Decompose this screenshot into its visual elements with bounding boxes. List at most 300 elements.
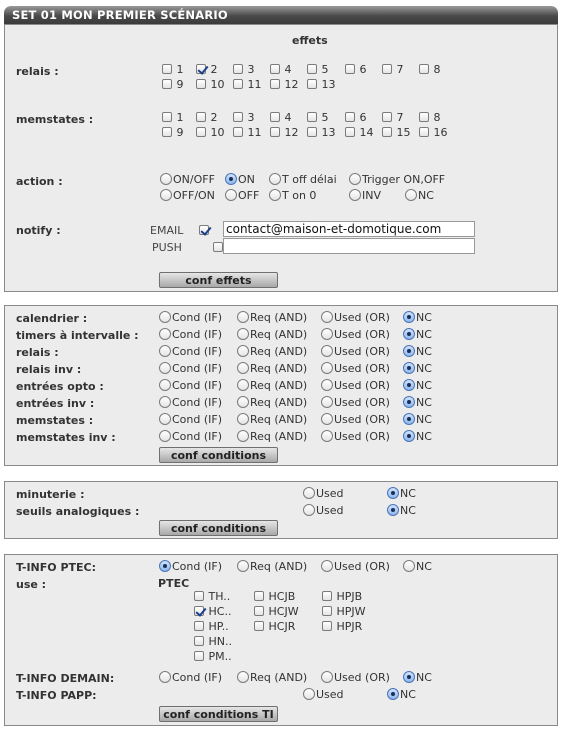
radio-button[interactable] <box>159 430 171 442</box>
ptec-item-HCJR[interactable] <box>254 620 295 633</box>
option-label: Req (AND) <box>250 430 308 443</box>
demain-radio[interactable] <box>237 671 307 684</box>
option-label: NC <box>416 396 432 409</box>
option-label: Req (AND) <box>250 345 308 358</box>
radio-button[interactable] <box>321 328 333 340</box>
checkbox[interactable] <box>196 79 206 89</box>
email-label: EMAIL <box>150 224 184 237</box>
option-label: Cond (IF) <box>172 430 223 443</box>
option-label: Cond (IF) <box>172 362 223 375</box>
ptec-item-HCJW[interactable] <box>254 605 299 618</box>
memstates-option-8[interactable] <box>419 111 441 124</box>
option-label: 7 <box>393 111 404 124</box>
option-label: Req (AND) <box>250 413 308 426</box>
option-label: Cond (IF) <box>172 413 223 426</box>
radio-button[interactable] <box>387 688 399 700</box>
option-label: TH.. <box>205 590 231 603</box>
radio-button[interactable] <box>159 671 171 683</box>
minuterie-label: minuterie : <box>16 488 85 501</box>
condition-label: memstates : <box>16 414 94 427</box>
push-checkbox[interactable] <box>213 242 223 252</box>
option-label: OFF <box>238 189 260 202</box>
option-label: NC <box>416 430 432 443</box>
checkbox[interactable] <box>194 591 204 601</box>
condition-label: entrées opto : <box>16 380 104 393</box>
option-label: 7 <box>393 63 404 76</box>
radio-button[interactable] <box>159 328 171 340</box>
option-label: Req (AND) <box>250 671 308 684</box>
ptec-radio[interactable] <box>237 560 307 573</box>
option-label: Req (AND) <box>250 328 308 341</box>
option-label: 1 <box>173 63 184 76</box>
radio-button[interactable] <box>387 487 399 499</box>
radio-button[interactable] <box>237 311 249 323</box>
option-label: Req (AND) <box>250 311 308 324</box>
demain-radio[interactable] <box>321 671 390 684</box>
memstates-option-11[interactable] <box>233 126 262 139</box>
option-label: HPJR <box>333 620 363 633</box>
condition-label: entrées inv : <box>16 397 95 410</box>
option-label: 12 <box>281 126 299 139</box>
checkbox[interactable] <box>419 64 429 74</box>
radio-button[interactable] <box>403 560 415 572</box>
condition-radio[interactable] <box>159 396 222 409</box>
option-label: 5 <box>318 63 329 76</box>
action-option-2[interactable] <box>225 173 255 186</box>
radio-button[interactable] <box>237 396 249 408</box>
option-label: Req (AND) <box>250 560 308 573</box>
option-label: Req (AND) <box>250 396 308 409</box>
relais-option-12[interactable] <box>270 78 299 91</box>
checkbox[interactable] <box>270 79 280 89</box>
radio-button[interactable] <box>237 328 249 340</box>
radio-button[interactable] <box>237 362 249 374</box>
action-option-4[interactable] <box>349 173 445 186</box>
ptec-item-HPJR[interactable] <box>322 620 362 633</box>
option-label: Used (OR) <box>334 345 390 358</box>
option-label: Used (OR) <box>334 430 390 443</box>
option-label: 14 <box>356 126 374 139</box>
option-label: Req (AND) <box>250 379 308 392</box>
memstates-option-1[interactable] <box>162 111 184 124</box>
condition-radio[interactable] <box>321 379 390 392</box>
option-label: 8 <box>430 63 441 76</box>
checkbox[interactable] <box>254 606 264 616</box>
condition-radio[interactable] <box>237 345 307 358</box>
action-option-5[interactable] <box>160 189 215 202</box>
conditions-panel <box>4 305 558 466</box>
action-label: action : <box>16 175 63 188</box>
option-label: 11 <box>244 78 262 91</box>
radio-button[interactable] <box>321 396 333 408</box>
checkbox[interactable] <box>233 79 243 89</box>
relais-option-4[interactable] <box>270 63 292 76</box>
radio-button[interactable] <box>403 413 415 425</box>
option-label: Cond (IF) <box>172 671 223 684</box>
checkbox[interactable] <box>307 112 317 122</box>
notify-label: notify : <box>16 224 61 237</box>
condition-radio[interactable] <box>159 362 222 375</box>
ptec-item-HPJW[interactable] <box>322 605 366 618</box>
effets-panel <box>4 24 558 292</box>
option-label: NC <box>400 688 416 701</box>
memstates-option-9[interactable] <box>162 126 184 139</box>
checkbox[interactable] <box>162 64 172 74</box>
checkbox[interactable] <box>194 621 204 631</box>
condition-radio[interactable] <box>403 379 432 392</box>
relais-option-10[interactable] <box>196 78 225 91</box>
condition-radio[interactable] <box>403 362 432 375</box>
checkbox[interactable] <box>233 112 243 122</box>
condition-radio[interactable] <box>403 345 432 358</box>
condition-radio[interactable] <box>403 430 432 443</box>
email-checkbox[interactable] <box>199 225 209 235</box>
option-label: HC.. <box>205 605 232 618</box>
memstates-option-7[interactable] <box>382 111 404 124</box>
checkbox[interactable] <box>382 112 392 122</box>
papp-radio[interactable] <box>303 688 344 701</box>
minuterie-label: seuils analogiques : <box>16 505 140 518</box>
checkbox[interactable] <box>307 64 317 74</box>
checkbox[interactable] <box>345 64 355 74</box>
tinfo-demain-label: T-INFO DEMAIN: <box>16 672 115 685</box>
option-label: Cond (IF) <box>172 345 223 358</box>
relais-option-13[interactable] <box>307 78 336 91</box>
option-label: 10 <box>207 78 225 91</box>
radio-button[interactable] <box>159 362 171 374</box>
checkbox[interactable] <box>345 112 355 122</box>
memstates-option-12[interactable] <box>270 126 299 139</box>
condition-radio[interactable] <box>159 311 222 324</box>
radio-button[interactable] <box>237 379 249 391</box>
radio-button[interactable] <box>159 560 171 572</box>
radio-button[interactable] <box>349 173 361 185</box>
condition-radio[interactable] <box>403 311 432 324</box>
condition-radio[interactable] <box>159 413 222 426</box>
memstates-option-14[interactable] <box>345 126 374 139</box>
radio-button[interactable] <box>405 189 417 201</box>
checkbox[interactable] <box>196 127 206 137</box>
option-label: 13 <box>318 126 336 139</box>
radio-button[interactable] <box>159 311 171 323</box>
scenario-title: SET 01 MON PREMIER SCÉNARIO <box>4 6 558 24</box>
checkbox[interactable] <box>194 651 204 661</box>
radio-button[interactable] <box>159 413 171 425</box>
radio-button[interactable] <box>403 396 415 408</box>
option-label: Req (AND) <box>250 362 308 375</box>
radio-button[interactable] <box>403 328 415 340</box>
conf-conditions-button[interactable]: conf conditions <box>159 447 278 463</box>
radio-button[interactable] <box>303 487 315 499</box>
option-label: 1 <box>173 111 184 124</box>
relais-label: relais : <box>16 65 59 78</box>
ptec-item-TH[interactable] <box>194 590 230 603</box>
relais-option-9[interactable] <box>162 78 184 91</box>
option-label: Used (OR) <box>334 671 390 684</box>
condition-radio[interactable] <box>403 396 432 409</box>
radio-button[interactable] <box>403 671 415 683</box>
option-label: 16 <box>430 126 448 139</box>
radio-button[interactable] <box>237 560 249 572</box>
action-option-7[interactable] <box>269 189 316 202</box>
option-label: 9 <box>173 78 184 91</box>
radio-button[interactable] <box>321 379 333 391</box>
radio-button[interactable] <box>225 189 237 201</box>
checkbox[interactable] <box>270 127 280 137</box>
push-label: PUSH <box>152 241 182 254</box>
condition-radio[interactable] <box>321 362 390 375</box>
condition-radio[interactable] <box>321 328 390 341</box>
option-label: HPJW <box>333 605 366 618</box>
effets-header: effets <box>292 34 328 47</box>
option-label: Used <box>316 688 344 701</box>
radio-button[interactable] <box>159 379 171 391</box>
radio-button[interactable] <box>321 430 333 442</box>
memstates-option-16[interactable] <box>419 126 448 139</box>
checkbox[interactable] <box>196 112 206 122</box>
option-label: Cond (IF) <box>172 328 223 341</box>
option-label: 10 <box>207 126 225 139</box>
use-label: use : <box>16 578 47 591</box>
email-input[interactable]: contact@maison-et-domotique.com <box>223 221 475 237</box>
relais-option-8[interactable] <box>419 63 441 76</box>
option-label: Used (OR) <box>334 396 390 409</box>
option-label: 3 <box>244 111 255 124</box>
condition-radio[interactable] <box>159 345 222 358</box>
checkbox[interactable] <box>162 112 172 122</box>
option-label: NC <box>416 345 432 358</box>
checkbox[interactable] <box>419 127 429 137</box>
condition-radio[interactable] <box>237 430 307 443</box>
checkbox[interactable] <box>382 64 392 74</box>
option-label: 6 <box>356 63 367 76</box>
radio-button[interactable] <box>269 173 281 185</box>
ptec-radio[interactable] <box>159 560 222 573</box>
condition-radio[interactable] <box>321 311 390 324</box>
checkbox[interactable] <box>307 127 317 137</box>
radio-button[interactable] <box>321 560 333 572</box>
checkbox[interactable] <box>196 64 206 74</box>
checkbox[interactable] <box>254 621 264 631</box>
condition-radio[interactable] <box>403 328 432 341</box>
radio-button[interactable] <box>321 311 333 323</box>
action-option-6[interactable] <box>225 189 259 202</box>
condition-radio[interactable] <box>403 413 432 426</box>
radio-button[interactable] <box>349 189 361 201</box>
radio-button[interactable] <box>403 311 415 323</box>
option-label: Cond (IF) <box>172 396 223 409</box>
option-label: Used (OR) <box>334 362 390 375</box>
relais-option-3[interactable] <box>233 63 255 76</box>
minuterie-radio[interactable] <box>303 504 344 517</box>
checkbox[interactable] <box>419 112 429 122</box>
relais-option-11[interactable] <box>233 78 262 91</box>
action-option-3[interactable] <box>269 173 337 186</box>
action-option-1[interactable] <box>160 173 215 186</box>
condition-radio[interactable] <box>237 379 307 392</box>
relais-option-2[interactable] <box>196 63 218 76</box>
radio-button[interactable] <box>303 688 315 700</box>
checkbox[interactable] <box>233 127 243 137</box>
radio-button[interactable] <box>321 362 333 374</box>
option-label: Used <box>316 487 344 500</box>
radio-button[interactable] <box>269 189 281 201</box>
option-label: Used (OR) <box>334 379 390 392</box>
checkbox[interactable] <box>162 127 172 137</box>
radio-button[interactable] <box>160 189 172 201</box>
radio-button[interactable] <box>225 173 237 185</box>
radio-button[interactable] <box>160 173 172 185</box>
relais-option-5[interactable] <box>307 63 329 76</box>
option-label: 11 <box>244 126 262 139</box>
radio-button[interactable] <box>321 671 333 683</box>
condition-radio[interactable] <box>237 328 307 341</box>
radio-button[interactable] <box>159 396 171 408</box>
action-option-8[interactable] <box>349 189 381 202</box>
relais-option-6[interactable] <box>345 63 367 76</box>
minuterie-radio[interactable] <box>387 487 416 500</box>
memstates-option-13[interactable] <box>307 126 336 139</box>
conf-effets-button[interactable]: conf effets <box>159 272 278 288</box>
checkbox[interactable] <box>254 591 264 601</box>
action-option-9[interactable] <box>405 189 434 202</box>
relais-option-1[interactable] <box>162 63 184 76</box>
checkbox[interactable] <box>194 636 204 646</box>
relais-option-7[interactable] <box>382 63 404 76</box>
option-label: 6 <box>356 111 367 124</box>
papp-radio[interactable] <box>387 688 416 701</box>
radio-button[interactable] <box>237 430 249 442</box>
condition-radio[interactable] <box>321 345 390 358</box>
condition-radio[interactable] <box>321 430 390 443</box>
memstates-option-6[interactable] <box>345 111 367 124</box>
ptec-item-PM[interactable] <box>194 650 232 663</box>
option-label: ON/OFF <box>173 173 215 186</box>
ptec-item-HC[interactable] <box>194 605 231 618</box>
push-input[interactable] <box>223 238 475 254</box>
condition-radio[interactable] <box>159 430 222 443</box>
option-label: Cond (IF) <box>172 379 223 392</box>
option-label: 4 <box>281 111 292 124</box>
radio-button[interactable] <box>321 345 333 357</box>
option-label: HN.. <box>205 635 232 648</box>
checkbox[interactable] <box>270 64 280 74</box>
minuterie-radio[interactable] <box>303 487 344 500</box>
condition-radio[interactable] <box>159 328 222 341</box>
memstates-option-15[interactable] <box>382 126 411 139</box>
option-label: HPJB <box>333 590 363 603</box>
checkbox[interactable] <box>307 79 317 89</box>
option-label: NC <box>416 379 432 392</box>
checkbox[interactable] <box>270 112 280 122</box>
option-label: NC <box>416 362 432 375</box>
condition-radio[interactable] <box>237 396 307 409</box>
checkbox[interactable] <box>194 606 204 616</box>
radio-button[interactable] <box>403 379 415 391</box>
condition-label: timers à intervalle : <box>16 329 139 342</box>
radio-button[interactable] <box>321 413 333 425</box>
memstates-option-2[interactable] <box>196 111 218 124</box>
ptec-item-HPJB[interactable] <box>322 590 362 603</box>
checkbox[interactable] <box>322 621 332 631</box>
radio-button[interactable] <box>303 504 315 516</box>
memstates-option-3[interactable] <box>233 111 255 124</box>
conf-conditions-2-button[interactable]: conf conditions <box>159 520 278 536</box>
radio-button[interactable] <box>403 362 415 374</box>
condition-radio[interactable] <box>321 396 390 409</box>
checkbox[interactable] <box>382 127 392 137</box>
ptec-radio[interactable] <box>403 560 432 573</box>
option-label: Trigger ON,OFF <box>362 173 446 186</box>
option-label: T on 0 <box>282 189 317 202</box>
checkbox[interactable] <box>322 591 332 601</box>
minuterie-radio[interactable] <box>387 504 416 517</box>
radio-button[interactable] <box>237 671 249 683</box>
condition-radio[interactable] <box>159 379 222 392</box>
option-label: Used (OR) <box>334 413 390 426</box>
option-label: ON <box>238 173 255 186</box>
option-label: Used (OR) <box>334 328 390 341</box>
condition-radio[interactable] <box>237 413 307 426</box>
option-label: NC <box>416 311 432 324</box>
option-label: HP.. <box>205 620 229 633</box>
checkbox[interactable] <box>162 79 172 89</box>
radio-button[interactable] <box>403 345 415 357</box>
radio-button[interactable] <box>237 413 249 425</box>
memstates-option-10[interactable] <box>196 126 225 139</box>
ptec-item-HN[interactable] <box>194 635 232 648</box>
demain-radio[interactable] <box>403 671 432 684</box>
demain-radio[interactable] <box>159 671 222 684</box>
checkbox[interactable] <box>345 127 355 137</box>
radio-button[interactable] <box>403 430 415 442</box>
ptec-item-HP[interactable] <box>194 620 229 633</box>
option-label: NC <box>416 413 432 426</box>
radio-button[interactable] <box>387 504 399 516</box>
option-label: PM.. <box>205 650 232 663</box>
memstates-option-4[interactable] <box>270 111 292 124</box>
minuterie-panel <box>4 481 558 539</box>
ptec-radio[interactable] <box>321 560 390 573</box>
option-label: NC <box>418 189 434 202</box>
option-label: 2 <box>207 63 218 76</box>
radio-button[interactable] <box>237 345 249 357</box>
condition-label: relais : <box>16 346 59 359</box>
option-label: Used (OR) <box>334 560 390 573</box>
ptec-item-HCJB[interactable] <box>254 590 295 603</box>
option-label: T off délai <box>282 173 337 186</box>
condition-radio[interactable] <box>237 311 307 324</box>
condition-radio[interactable] <box>237 362 307 375</box>
radio-button[interactable] <box>159 345 171 357</box>
option-label: 3 <box>244 63 255 76</box>
option-label: 4 <box>281 63 292 76</box>
checkbox[interactable] <box>322 606 332 616</box>
option-label: Cond (IF) <box>172 311 223 324</box>
memstates-label: memstates : <box>16 113 94 126</box>
option-label: 15 <box>393 126 411 139</box>
option-label: 5 <box>318 111 329 124</box>
tinfo-ptec-label: T-INFO PTEC: <box>16 561 96 574</box>
option-label: HCJW <box>265 605 299 618</box>
memstates-option-5[interactable] <box>307 111 329 124</box>
option-label: HCJR <box>265 620 296 633</box>
conf-conditions-ti-button[interactable]: conf conditions TI <box>159 706 278 722</box>
condition-radio[interactable] <box>321 413 390 426</box>
checkbox[interactable] <box>233 64 243 74</box>
option-label: Cond (IF) <box>172 560 223 573</box>
option-label: OFF/ON <box>173 189 215 202</box>
